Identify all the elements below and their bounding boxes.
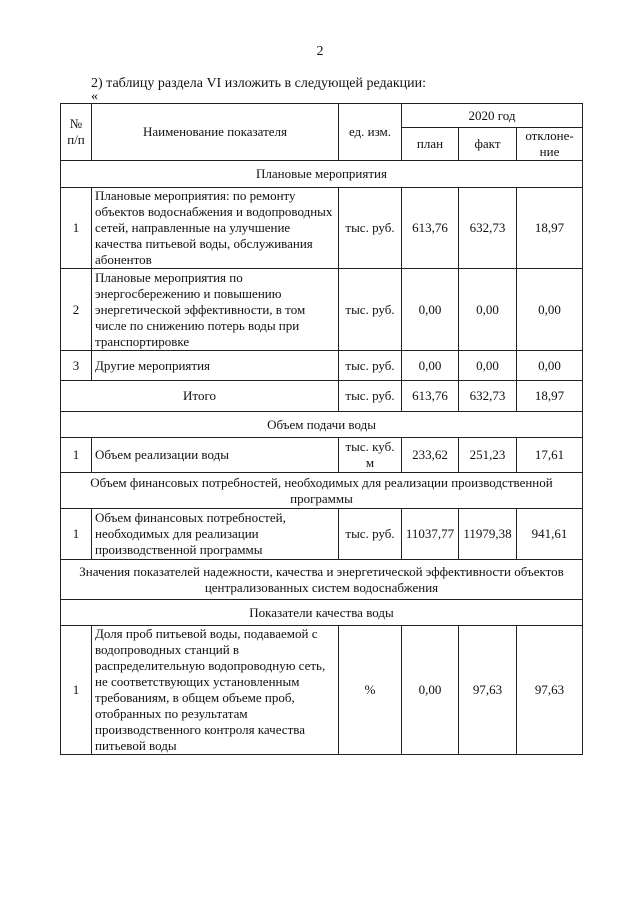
row-unit: тыс. руб.	[339, 351, 402, 381]
section-row-quality	[61, 600, 583, 626]
row-plan: 233,62	[402, 438, 459, 473]
section-quality: Показатели качества воды	[61, 600, 583, 626]
row-deviation: 18,97	[517, 188, 583, 269]
row-num: 1	[61, 438, 92, 473]
row-fact: 0,00	[459, 351, 517, 381]
section-reliability: Значения показателей надежности, качества и энергетической эффективности объектов централизованных систем водоснабжения	[61, 560, 583, 600]
row-num: 3	[61, 351, 92, 381]
row-deviation: 17,61	[517, 438, 583, 473]
page-number: 2	[316, 44, 324, 59]
row-name: Объем финансовых потребностей, необходимых для реализации производственной программы	[92, 509, 339, 560]
row-num: 1	[61, 626, 92, 755]
section-planned: Плановые мероприятия	[61, 161, 583, 188]
row-deviation: 0,00	[517, 351, 583, 381]
header-num: № п/п	[61, 104, 92, 161]
total-deviation: 18,97	[517, 381, 583, 412]
row-plan: 613,76	[402, 188, 459, 269]
row-plan: 0,00	[402, 351, 459, 381]
row-unit: %	[339, 626, 402, 755]
row-fact: 251,23	[459, 438, 517, 473]
row-name: Доля проб питьевой воды, подаваемой с водопроводных станций в распределительную водопроводную сеть, не соответствующих установленным требованиям, в общем объеме проб, отобранных по результатам производственного контроля качества питьевой воды	[92, 626, 339, 755]
total-plan: 613,76	[402, 381, 459, 412]
row-deviation: 0,00	[517, 269, 583, 351]
row-fact: 632,73	[459, 188, 517, 269]
row-name: Плановые мероприятия: по ремонту объектов водоснабжения и водопроводных сетей, направленные на улучшение качества питьевой воды, обслуживания абонентов	[92, 188, 339, 269]
row-deviation: 941,61	[517, 509, 583, 560]
total-row	[61, 381, 583, 412]
header-fact: факт	[459, 128, 517, 161]
header-deviation: отклоне-ние	[517, 128, 583, 161]
header-row-1	[61, 104, 583, 128]
row-unit: тыс. руб.	[339, 509, 402, 560]
row-unit: тыс. куб. м	[339, 438, 402, 473]
table-row	[61, 188, 583, 269]
row-plan: 11037,77	[402, 509, 459, 560]
row-deviation: 97,63	[517, 626, 583, 755]
header-unit: ед. изм.	[339, 104, 402, 161]
row-unit: тыс. руб.	[339, 269, 402, 351]
table-row	[61, 438, 583, 473]
section-row-planned	[61, 161, 583, 188]
row-num: 1	[61, 188, 92, 269]
row-num: 2	[61, 269, 92, 351]
row-plan: 0,00	[402, 269, 459, 351]
row-fact: 11979,38	[459, 509, 517, 560]
section-row-reliability	[61, 560, 583, 600]
table-row	[61, 269, 583, 351]
section-row-supply	[61, 412, 583, 438]
row-name: Плановые мероприятия по энергосбережению и повышению энергетической эффективности, в том числе по снижению потерь воды при транспортировке	[92, 269, 339, 351]
total-fact: 632,73	[459, 381, 517, 412]
table-row	[61, 509, 583, 560]
table-row	[61, 626, 583, 755]
section-row-finance	[61, 473, 583, 509]
row-name: Другие мероприятия	[92, 351, 339, 381]
header-name: Наименование показателя	[92, 104, 339, 161]
row-fact: 97,63	[459, 626, 517, 755]
row-unit: тыс. руб.	[339, 188, 402, 269]
header-year: 2020 год	[402, 104, 583, 128]
header-plan: план	[402, 128, 459, 161]
indicators-table	[60, 103, 583, 755]
intro-text: 2) таблицу раздела VI изложить в следующей редакции:	[91, 76, 426, 91]
total-unit: тыс. руб.	[339, 381, 402, 412]
table-row	[61, 351, 583, 381]
row-name: Объем реализации воды	[92, 438, 339, 473]
opening-quote: «	[91, 89, 98, 104]
row-num: 1	[61, 509, 92, 560]
section-supply: Объем подачи воды	[61, 412, 583, 438]
total-label: Итого	[61, 381, 339, 412]
row-plan: 0,00	[402, 626, 459, 755]
section-finance: Объем финансовых потребностей, необходимых для реализации производственной программы	[61, 473, 583, 509]
row-fact: 0,00	[459, 269, 517, 351]
